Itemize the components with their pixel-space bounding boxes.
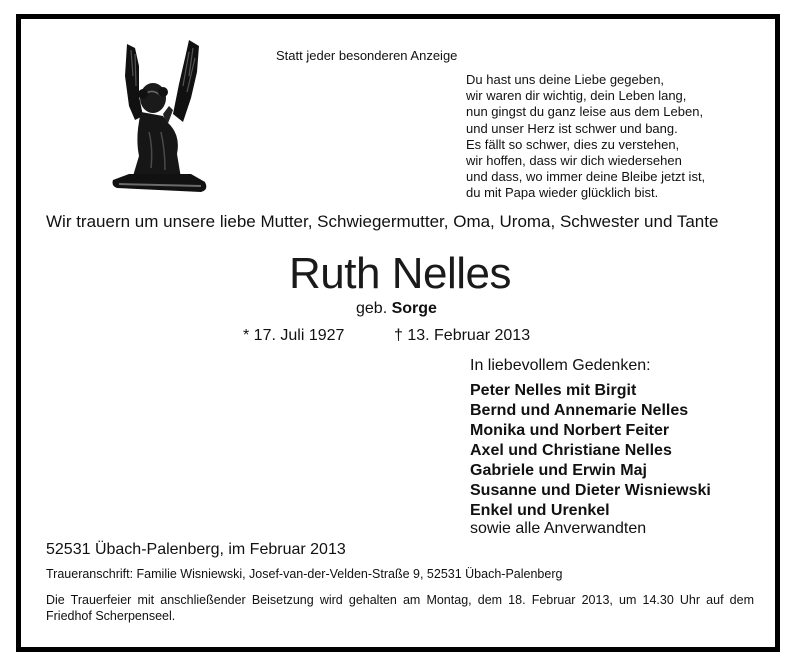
- place-date: 52531 Übach-Palenberg, im Februar 2013: [46, 541, 346, 558]
- birth-date: * 17. Juli 1927: [243, 327, 345, 344]
- poem-line: Es fällt so schwer, dies zu verstehen,: [466, 136, 680, 152]
- poem-line: wir waren dir wichtig, dein Leben lang,: [466, 88, 687, 104]
- birth-name-line: [356, 300, 437, 318]
- birth-name-prefix: geb.: [356, 300, 388, 317]
- memorial-label: In liebevollem Gedenken:: [470, 357, 651, 374]
- mourner-item: Monika und Norbert Feiter: [470, 422, 670, 439]
- service-info: Die Trauerfeier mit anschließender Beisetzung wird gehalten am Montag, dem 18. Februar 2013, um 14.30 Uhr auf dem Friedhof Scherpenseel.: [46, 593, 754, 623]
- notice-heading: Statt jeder besonderen Anzeige: [276, 48, 458, 63]
- poem-line: wir hoffen, dass wir dich wiedersehen: [466, 153, 682, 169]
- poem-line: du mit Papa wieder glücklich bist.: [466, 185, 659, 201]
- deceased-name: Ruth Nelles: [289, 249, 511, 298]
- poem: [466, 72, 766, 202]
- poem-line: und unser Herz ist schwer und bang.: [466, 120, 678, 136]
- mourner-item: Axel und Christiane Nelles: [470, 442, 672, 459]
- mourning-address: Traueranschrift: Familie Wisniewski, Josef-van-der-Velden-Straße 9, 52531 Übach-Palenberg: [46, 567, 563, 581]
- mourner-item: Bernd und Annemarie Nelles: [470, 402, 689, 419]
- mourner-item: Gabriele und Erwin Maj: [470, 462, 647, 479]
- poem-line: Du hast uns deine Liebe gegeben,: [466, 72, 665, 87]
- mourner-item: Enkel und Urenkel: [470, 502, 610, 519]
- poem-line: nun gingst du ganz leise aus dem Leben,: [466, 104, 704, 120]
- intro-text: Wir trauern um unsere liebe Mutter, Schwiegermutter, Oma, Uroma, Schwester und Tante: [46, 212, 719, 231]
- death-date: † 13. Februar 2013: [394, 327, 531, 344]
- poem-line: und dass, wo immer deine Bleibe jetzt ist,: [466, 169, 706, 185]
- praying-angel-icon: [105, 36, 213, 200]
- mourner-item: Susanne und Dieter Wisniewski: [470, 482, 711, 499]
- relatives-line: sowie alle Anverwandten: [470, 520, 647, 537]
- birth-name: Sorge: [391, 300, 437, 317]
- mourners-list: [470, 381, 711, 521]
- mourner-item: Peter Nelles mit Birgit: [470, 382, 637, 399]
